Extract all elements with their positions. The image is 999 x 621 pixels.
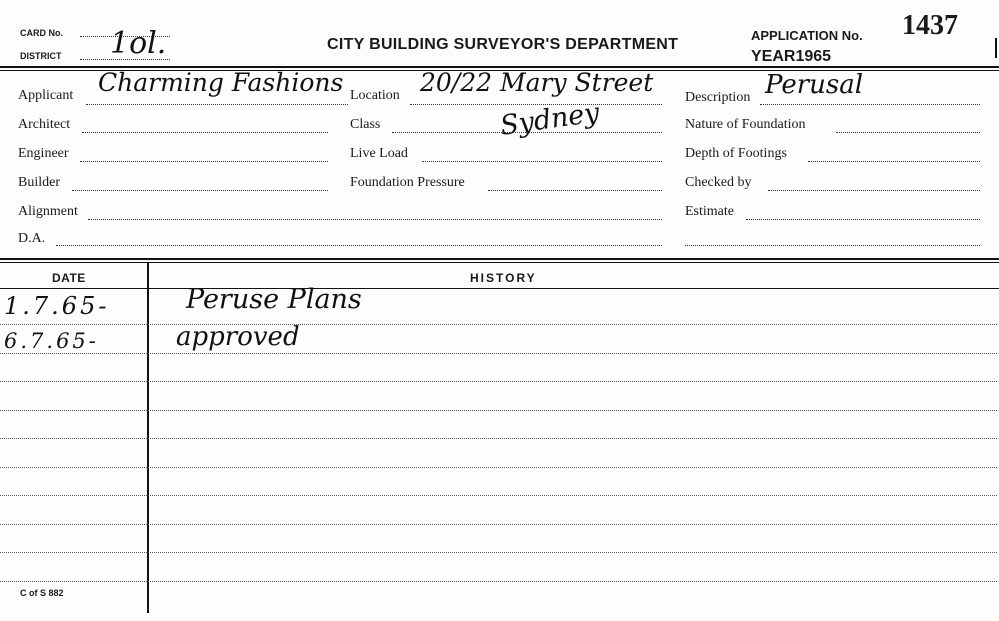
estimate-line (746, 219, 980, 220)
architect-label: Architect (18, 117, 71, 132)
application-no-label: APPLICATION No. (751, 28, 863, 43)
year-label: YEAR (751, 48, 796, 65)
application-no-value: 1437 (902, 10, 958, 41)
history-date-2: 6.7.65- (4, 329, 99, 353)
history-column-header: HISTORY (470, 271, 537, 285)
foundation-pressure-label: Foundation Pressure (350, 175, 465, 190)
date-column-header: DATE (52, 271, 86, 285)
history-rule-top (0, 258, 999, 260)
checked-by-line (768, 190, 980, 191)
engineer-line (80, 161, 328, 162)
history-ruled-line (0, 381, 997, 382)
description-value: Perusal (765, 70, 864, 100)
live-load-label: Live Load (350, 146, 408, 161)
class-label: Class (350, 117, 381, 132)
form-code: C of S 882 (20, 588, 64, 598)
year-value: 1965 (795, 48, 832, 65)
history-ruled-line (0, 495, 997, 496)
applicant-value: Charming Fashions (98, 68, 344, 97)
applicant-line (86, 104, 348, 105)
checked-by-label: Checked by (685, 175, 752, 190)
foundation-pressure-line (488, 190, 662, 191)
history-date-1: 1.7.65- (4, 292, 110, 320)
depth-of-footings-line (808, 161, 980, 162)
nature-of-foundation-line (836, 132, 980, 133)
alignment-line (88, 219, 662, 220)
edge-mark (995, 38, 997, 58)
live-load-line (422, 161, 662, 162)
history-ruled-line (0, 467, 997, 468)
da-label: D.A. (18, 231, 46, 246)
history-ruled-line (0, 324, 997, 325)
depth-of-footings-label: Depth of Footings (685, 146, 787, 161)
history-text-1: Peruse Plans (186, 284, 362, 315)
class-line (392, 132, 662, 133)
history-ruled-line (0, 524, 997, 525)
history-rule-bottom (0, 262, 999, 263)
district-value: 1ol. (110, 26, 167, 61)
history-text-2: approved (176, 322, 300, 352)
builder-label: Builder (18, 175, 60, 190)
department-title: CITY BUILDING SURVEYOR'S DEPARTMENT (327, 36, 679, 53)
architect-line (82, 132, 328, 133)
location-label: Location (350, 88, 400, 103)
nature-of-foundation-label: Nature of Foundation (685, 117, 806, 132)
history-ruled-line (0, 581, 997, 582)
da-line-right (685, 245, 980, 246)
location-value-suburb: Sydney (498, 97, 602, 142)
applicant-label: Applicant (18, 88, 74, 103)
history-ruled-line (0, 438, 997, 439)
history-header-rule (0, 288, 999, 289)
card-no-label: CARD No. (20, 28, 63, 38)
description-label: Description (685, 90, 751, 105)
location-value: 20/22 Mary Street (420, 68, 654, 97)
district-label: DISTRICT (20, 51, 62, 61)
alignment-label: Alignment (18, 204, 78, 219)
builder-line (72, 190, 328, 191)
year-line (751, 48, 831, 66)
engineer-label: Engineer (18, 146, 69, 161)
estimate-label: Estimate (685, 204, 734, 219)
history-ruled-line (0, 552, 997, 553)
da-line (56, 245, 662, 246)
history-ruled-line (0, 353, 997, 354)
history-ruled-line (0, 410, 997, 411)
description-line (760, 104, 980, 105)
